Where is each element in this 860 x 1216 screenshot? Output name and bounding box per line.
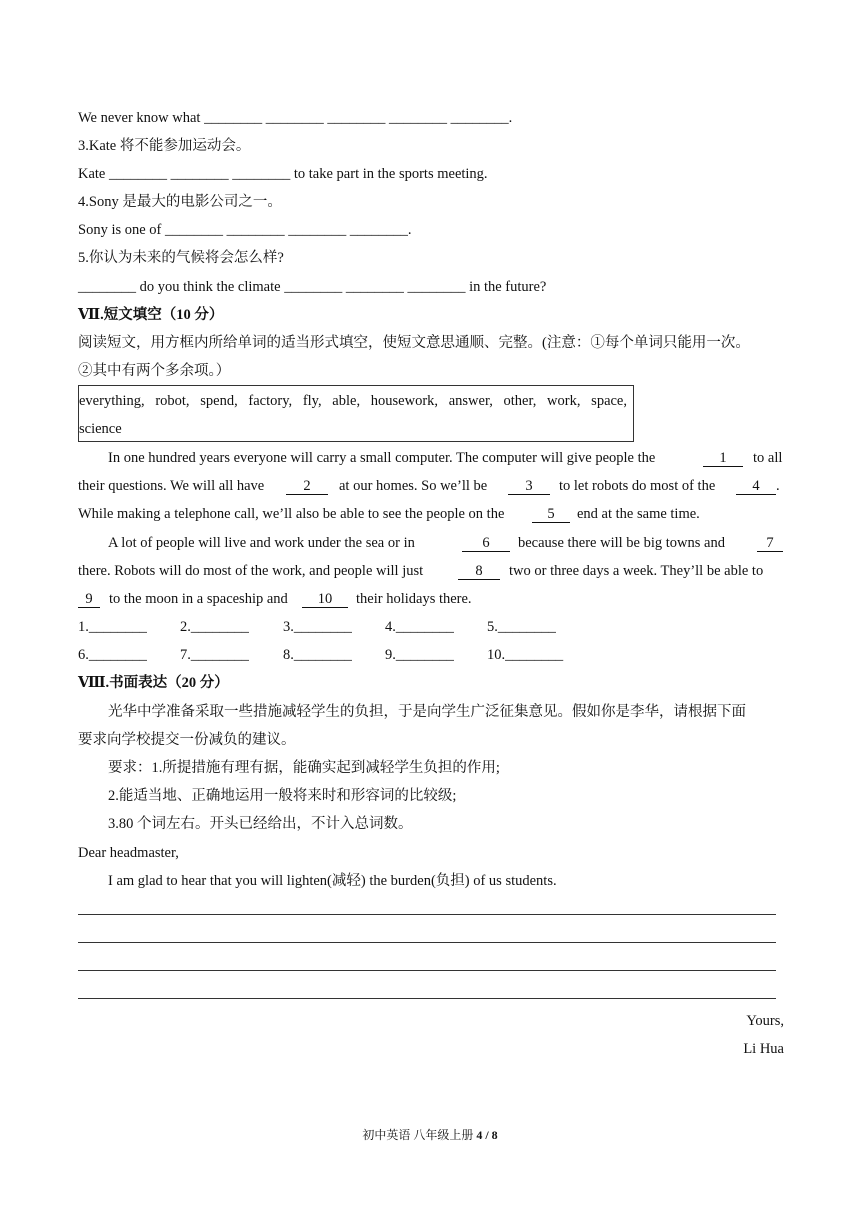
question-4-prompt: 4.Sony 是最大的电影公司之一。 bbox=[78, 194, 282, 210]
blank-4: 4 . bbox=[736, 476, 780, 496]
passage-p2-text-e: to the moon in a spaceship and bbox=[109, 591, 288, 607]
translation-answer-5: ________ do you think the climate ________ ________ ________ in the future? bbox=[78, 279, 547, 295]
translation-answer-2: We never know what ________ ________ ________ ________ ________. bbox=[78, 110, 513, 126]
footer-title: 初中英语 八年级上册 bbox=[362, 1128, 474, 1142]
answer-slot-5[interactable]: 5.________ bbox=[487, 619, 556, 635]
section-7-heading: Ⅶ.短文填空（10 分） bbox=[78, 307, 224, 323]
blank-6: 6 bbox=[462, 533, 510, 553]
passage-p1-text-g: end at the same time. bbox=[577, 506, 700, 522]
letter-salutation: Dear headmaster, bbox=[78, 845, 179, 861]
word-bank-box bbox=[78, 385, 634, 442]
passage-p2-text-f: their holidays there. bbox=[356, 591, 472, 607]
passage-p2-text-a: A lot of people will live and work under the sea or in bbox=[108, 535, 415, 551]
word-bank-line-1: everything, robot, spend, factory, fly, able, housework, answer, other, work, space, bbox=[79, 393, 627, 409]
translation-answer-4: Sony is one of ________ ________ ________ ________. bbox=[78, 222, 412, 238]
page-number: 4 / 8 bbox=[476, 1128, 498, 1142]
section-8-heading: Ⅷ.书面表达（20 分） bbox=[78, 675, 229, 691]
answer-slot-1[interactable]: 1.________ bbox=[78, 619, 147, 635]
section-8-intro-1: 光华中学准备采取一些措施减轻学生的负担，于是向学生广泛征集意见。假如你是李华，请根据下面 bbox=[108, 704, 746, 720]
answer-slot-2[interactable]: 2.________ bbox=[180, 619, 249, 635]
answer-slot-4[interactable]: 4.________ bbox=[385, 619, 454, 635]
page-footer bbox=[0, 1127, 860, 1143]
blank-5: 5 bbox=[532, 504, 570, 524]
blank-10: 10 bbox=[302, 589, 348, 609]
answer-slot-6[interactable]: 6.________ bbox=[78, 647, 147, 663]
answer-slot-7[interactable]: 7.________ bbox=[180, 647, 249, 663]
blank-7: 7 bbox=[757, 533, 783, 553]
blank-3: 3 bbox=[508, 476, 550, 496]
blank-2: 2 bbox=[286, 476, 328, 496]
passage-p1-text-a: In one hundred years everyone will carry a small computer. The computer will give people the bbox=[108, 450, 656, 466]
section-7-instructions-2: ②其中有两个多余项。） bbox=[78, 363, 231, 379]
writing-line-2[interactable] bbox=[78, 942, 776, 943]
answer-slot-3[interactable]: 3.________ bbox=[283, 619, 352, 635]
passage-p1-text-d: at our homes. So we’ll be bbox=[339, 478, 488, 494]
section-7-instructions-1: 阅读短文，用方框内所给单词的适当形式填空，使短文意思通顺、完整。(注意：①每个单词只能用一次。 bbox=[78, 335, 750, 351]
blank-8: 8 bbox=[458, 561, 500, 581]
letter-signature: Li Hua bbox=[743, 1041, 784, 1057]
question-5-prompt: 5.你认为未来的气候将会怎么样? bbox=[78, 250, 284, 266]
passage-p1-text-f: While making a telephone call, we’ll also be able to see the people on the bbox=[78, 506, 505, 522]
passage-p1-text-c: their questions. We will all have bbox=[78, 478, 265, 494]
section-8-requirement-1: 要求：1.所提措施有理有据，能确实起到减轻学生负担的作用; bbox=[108, 760, 500, 776]
section-8-requirement-2: 2.能适当地、正确地运用一般将来时和形容词的比较级; bbox=[108, 788, 457, 804]
letter-opening: I am glad to hear that you will lighten(减轻) the burden(负担) of us students. bbox=[108, 873, 557, 889]
passage-p1-text-b: to all bbox=[753, 450, 783, 466]
word-bank-line-2: science bbox=[79, 421, 122, 437]
blank-1: 1 bbox=[703, 448, 743, 468]
writing-line-4[interactable] bbox=[78, 998, 776, 999]
section-8-intro-2: 要求向学校提交一份减负的建议。 bbox=[78, 732, 296, 748]
passage-p2-text-c: there. Robots will do most of the work, and people will just bbox=[78, 563, 424, 579]
writing-line-3[interactable] bbox=[78, 970, 776, 971]
passage-p1-text-e: to let robots do most of the bbox=[559, 478, 716, 494]
question-3-prompt: 3.Kate 将不能参加运动会。 bbox=[78, 138, 251, 154]
blank-9: 9 bbox=[78, 589, 100, 609]
answer-slot-10[interactable]: 10.________ bbox=[487, 647, 564, 663]
letter-closing: Yours, bbox=[746, 1013, 784, 1029]
writing-line-1[interactable] bbox=[78, 914, 776, 915]
passage-p2-text-b: because there will be big towns and bbox=[518, 535, 725, 551]
passage-p2-text-d: two or three days a week. They’ll be able to bbox=[509, 563, 764, 579]
answer-slot-9[interactable]: 9.________ bbox=[385, 647, 454, 663]
section-8-requirement-3: 3.80 个词左右。开头已经给出，不计入总词数。 bbox=[108, 816, 413, 832]
answer-slot-8[interactable]: 8.________ bbox=[283, 647, 352, 663]
translation-answer-3: Kate ________ ________ ________ to take part in the sports meeting. bbox=[78, 166, 488, 182]
